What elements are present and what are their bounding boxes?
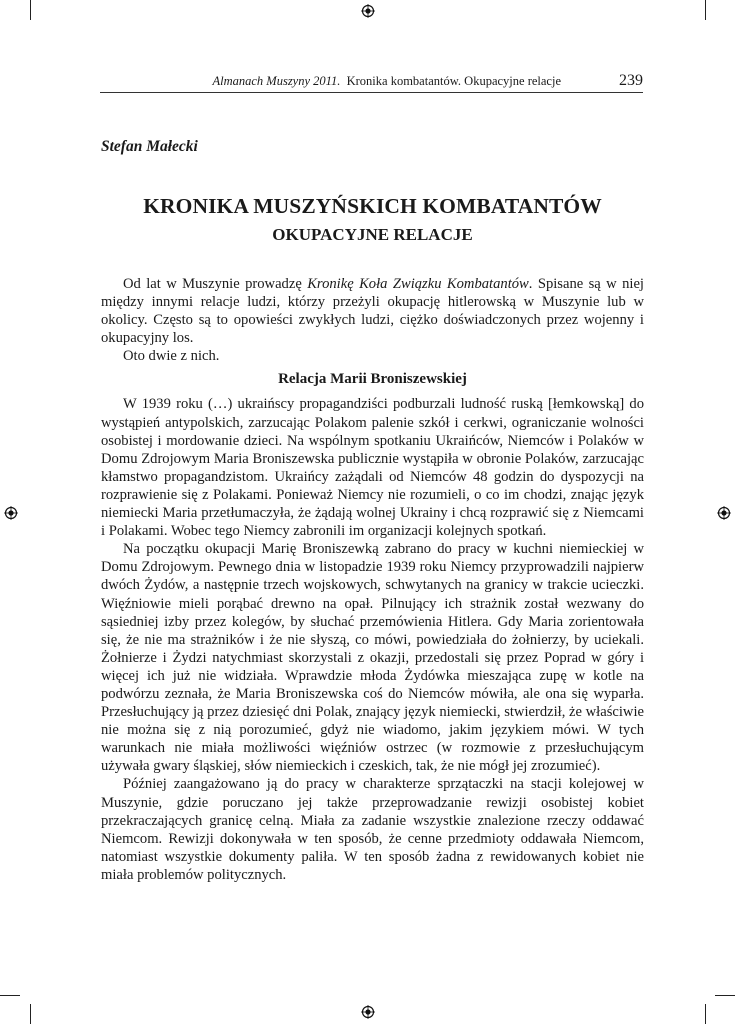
intro-text-end: . Spisane są w niej między innymi relacje ludzi, którzy przeżyli okupację hitlerowską w Muszynie lub w okolicy. Często są to opowieści zwykłych ludzi, ciężko doświadczonych przez wojenny i okupacyjny los. [101, 276, 644, 347]
crop-mark-top-left [30, 0, 31, 20]
article-author: Stefan Małecki [101, 138, 198, 155]
page-number: 239 [619, 72, 643, 89]
crop-mark-bottom-right-v [705, 1004, 706, 1024]
intro-paragraph-short: Oto dwie z nich. [123, 348, 220, 365]
running-head-text [212, 74, 561, 89]
crop-mark-top-right [705, 0, 706, 20]
intro-text-start: Od lat w Muszynie prowadzę [123, 276, 308, 292]
registration-mark-bottom-icon [361, 1005, 375, 1019]
crop-mark-bottom-right-h [715, 995, 735, 996]
running-head-section: Kronika kombatantów. Okupacyjne relacje [346, 74, 561, 88]
crop-mark-bottom-left-h [0, 995, 20, 996]
body-paragraph-2: Na początku okupacji Marię Broniszewką zabrano do pracy w kuchni niemieckiej w Domu Zdrojowym. Pewnego dnia w listopadzie 1939 roku Niemcy przyprowadzili najpierw dwóch Żydów, a następnie trzech wojskowych, schwytanych na granicy w trakcie ucieczki. Więźniowie mieli porąbać drewno na opał. Pilnujący ich strażnik został wezwany do sąsiedniej izby przez kolegów, by słuchać przemówienia Hitlera. Gdy Maria zorientowała się, że nie ma strażników i że nie słyszą, co mówi, powiedziała do żołnierzy, by uciekali. Żołnierze i Żydzi natychmiast skorzystali z okazji, przedostali się przez Poprad w góry i więcej ich już nie widziała. Wprawdzie młoda Żydówka mieszająca zupę w kotle na podwórzu zeznała, że Maria Broniszewska coś do Niemców mówiła, ale ona się wyparła. Przesłuchujący ją przez dziesięć dni Polak, znający język niemiecki, stwierdził, że właściwie nie można się z nią porozumieć, gdyż nie wiadomo, jakim językiem mówi. W tych warunkach nie miała możliwości więźniów ostrzec (w rozmowie z przesłuchującym używała gwary śląskiej, słów niemieckich i czeskich, tak, że nie mógł jej zrozumieć). [101, 541, 644, 775]
running-head-journal: Almanach Muszyny 2011. [212, 74, 341, 88]
intro-paragraph [101, 275, 644, 347]
article [101, 138, 644, 884]
crop-mark-bottom-left-v [30, 1004, 31, 1024]
running-head [100, 70, 643, 93]
registration-mark-top-icon [361, 4, 375, 18]
registration-mark-right-icon [717, 506, 731, 520]
chronicle-title: Kronikę Koła Związku Kombatantów [307, 276, 529, 292]
article-title: KRONIKA MUSZYŃSKICH KOMBATANTÓW [143, 194, 602, 218]
registration-mark-left-icon [4, 506, 18, 520]
section-heading: Relacja Marii Broniszewskiej [278, 371, 467, 388]
body-paragraph-3: Później zaangażowano ją do pracy w charakterze sprzątaczki na stacji kolejowej w Muszynie, gdzie poruczano jej także przeprowadzanie rewizji osobistej kobiet przekraczających granicę celną. Miała za zadanie wszystkie znalezione rzeczy oddawać Niemcom. Rewizji dokonywała w ten sposób, że cenne przedmioty oddawała Niemcom, natomiast wszystkie dokumenty paliła. W ten sposób żadna z rewidowanych kobiet nie miała problemów politycznych. [101, 776, 644, 883]
body-paragraph-1: W 1939 roku (…) ukraińscy propagandziści podburzali ludność ruską [łemkowską] do wystąpień antypolskich, zarzucając Polakom palenie szkół i cerkwi, ograniczanie wolności osobistej i mordowanie dzieci. Na wspólnym spotkaniu Ukraińców, Niemców i Polaków w Domu Zdrojowym Maria Broniszewska publicznie wystąpiła w obronie Polaków, zarzucając kłamstwo propagandzistom. Ukraińcy zażądali od Niemców 48 godzin do dyspozycji na rozprawienie się z Polakami. Ponieważ Niemcy nie rozumieli, o co im chodzi, znając język niemiecki Maria przetłumaczyła, że żądają wolnej Ukrainy i chcą rozprawić się z Niemcami i Polakami. Wobec tego Niemcy zabronili im organizacji kolejnych spotkań. [101, 396, 644, 540]
article-subtitle: OKUPACYJNE RELACJE [272, 225, 473, 244]
